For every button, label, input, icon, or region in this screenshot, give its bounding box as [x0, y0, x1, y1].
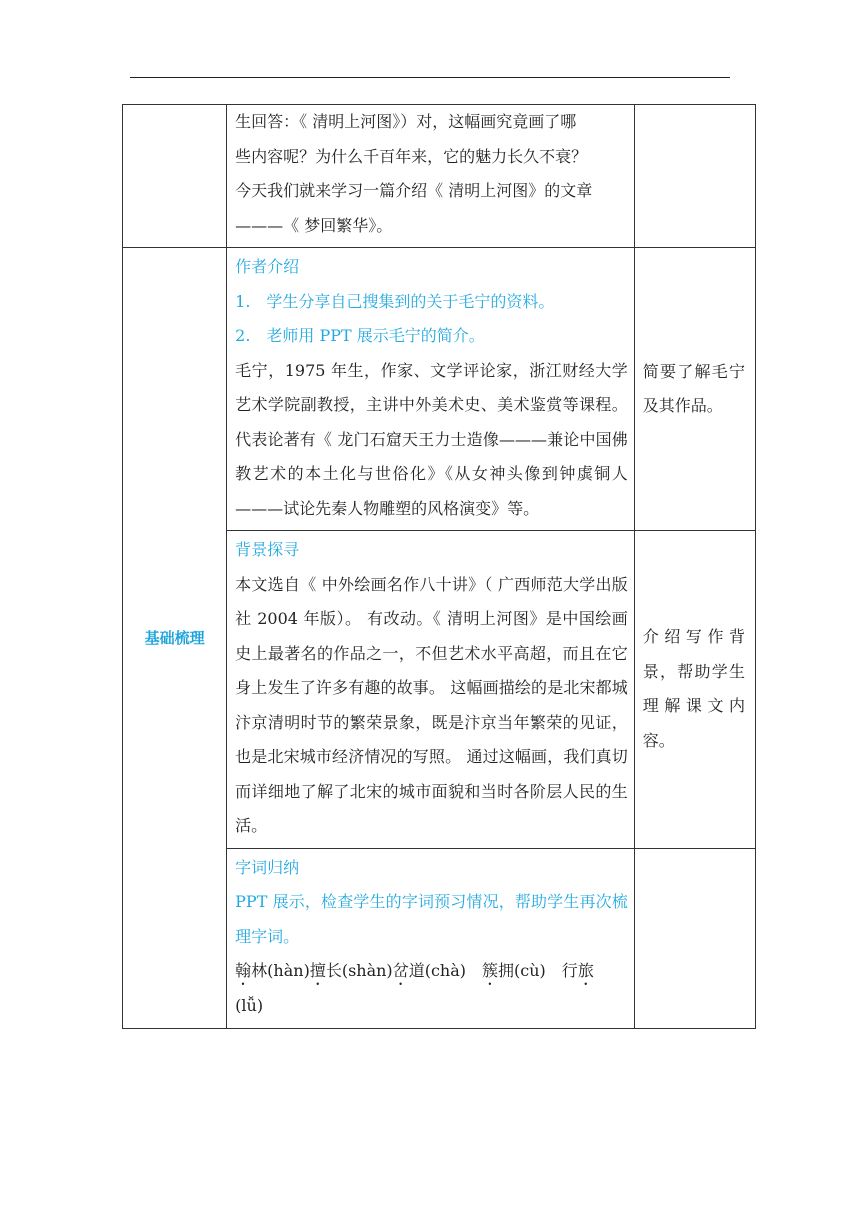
vocab-words — [235, 954, 628, 989]
author-heading: 作者介绍 — [235, 257, 300, 276]
intro-line: 些内容呢？为什么千百年来，它的魅力长久不衰？ — [235, 146, 588, 166]
background-body: 本文选自《 中外绘画名作八十讲》（ 广西师范大学出版社 2004 年版）。 有改动。《 清明上河图》是中国绘画史上最著名的作品之一，不但艺术水平高超，而且在它身上发生了许多有趣的故事。 这幅画描绘的是北宋都城汴京清明时节的繁荣景象，既是汴京当年繁荣的见证，也是北宋城市经济情况的写照。 通过这幅画，我们真切而详细地了解了北宋的城市面貌和当时各阶层人民的生活。 — [235, 574, 628, 835]
background-content-cell — [227, 531, 635, 849]
section-cell-empty — [123, 105, 227, 248]
note-cell-empty — [634, 105, 755, 248]
header-rule — [130, 77, 730, 78]
intro-content-cell — [227, 105, 635, 248]
intro-line: ———《 梦回繁华》。 — [235, 215, 393, 235]
author-step: 2. 老师用 PPT 展示毛宁的简介。 — [235, 326, 485, 345]
vocab-heading: 字词归纳 — [235, 857, 300, 877]
background-note: 介绍写作背景，帮助学生理解课文内容。 — [634, 531, 755, 849]
intro-line: 今天我们就来学习一篇介绍《 清明上河图》的文章 — [235, 181, 593, 200]
vocab-last-reading: (lǚ) — [235, 996, 264, 1015]
vocab-word: 翰林(hàn) — [235, 961, 310, 980]
vocab-word: 簇拥(cù) — [482, 961, 546, 980]
vocab-word: 擅长(shàn) — [309, 961, 393, 980]
lesson-plan-table — [122, 104, 756, 1029]
vocab-note-empty — [634, 848, 755, 1028]
author-note: 简要了解毛宁及其作品。 — [634, 248, 755, 531]
intro-line: 生回答：《 清明上河图》）对，这幅画究竟画了哪 — [235, 112, 577, 131]
author-body: 毛宁，1975 年生，作家、文学评论家，浙江财经大学艺术学院副教授，主讲中外美术史、美术鉴赏等课程。 代表论著有《 龙门石窟天王力士造像———兼论中国佛教艺术的本土化与世俗化》《从女神头像到钟虡铜人———试论先秦人物雕塑的风格演变》等。 — [235, 360, 628, 518]
vocab-word: 岔道(chà) — [392, 961, 466, 980]
table-row — [123, 248, 756, 531]
vocab-word: 行旅 — [545, 961, 594, 980]
section-label: 基础梳理 — [123, 248, 227, 1029]
author-content-cell — [227, 248, 635, 531]
author-step: 1. 学生分享自己搜集到的关于毛宁的资料。 — [235, 291, 555, 311]
table-row — [123, 105, 756, 248]
vocab-instruction: PPT 展示，检查学生的字词预习情况，帮助学生再次梳理字词。 — [235, 892, 628, 946]
background-heading: 背景探寻 — [235, 540, 300, 559]
vocab-content-cell — [227, 848, 635, 1028]
